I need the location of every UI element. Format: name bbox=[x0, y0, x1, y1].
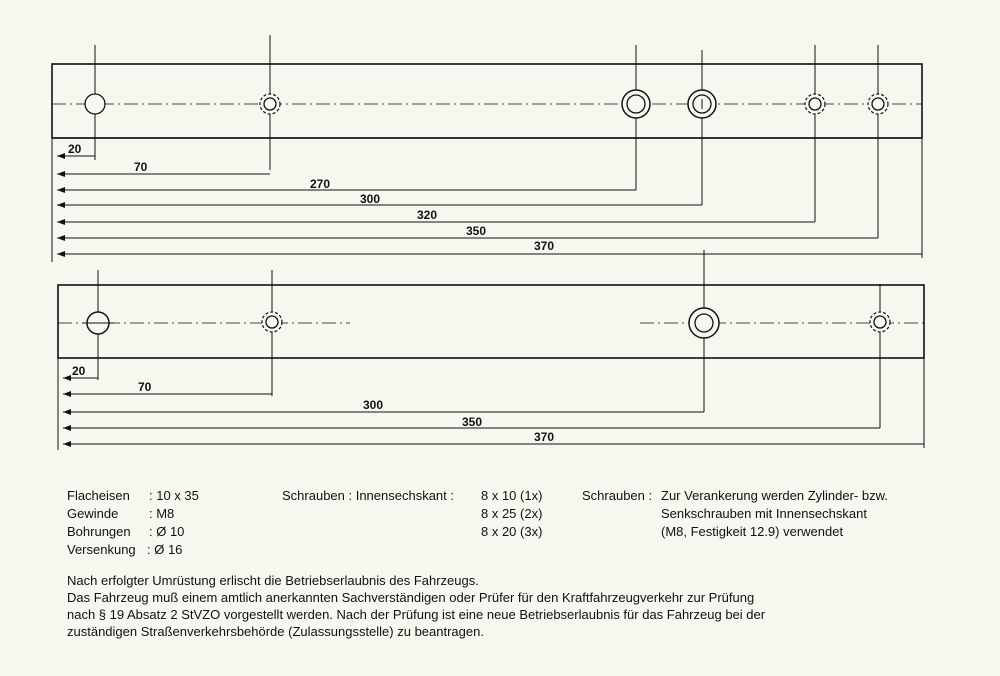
bottom-hole-20 bbox=[82, 270, 114, 380]
note-line: (M8, Festigkeit 12.9) verwendet bbox=[661, 524, 844, 539]
legal-notes bbox=[67, 572, 967, 640]
bottom-hole-300 bbox=[689, 250, 719, 412]
screw-item: 8 x 25 (2x) bbox=[481, 506, 543, 521]
spec-value: : Ø 16 bbox=[147, 542, 183, 557]
note-line: Zur Verankerung werden Zylinder- bzw. bbox=[661, 488, 888, 503]
spec-value: : M8 bbox=[149, 506, 175, 521]
top-hole-70 bbox=[260, 35, 280, 170]
screw-item: 8 x 20 (3x) bbox=[481, 524, 543, 539]
spec-label: Versenkung bbox=[67, 542, 136, 557]
dim-label-300: 300 bbox=[363, 398, 384, 412]
dim-label-70: 70 bbox=[134, 160, 148, 174]
top-hole-300 bbox=[688, 50, 716, 205]
note-paragraph-line: zuständigen Straßenverkehrsbehörde (Zulassungsstelle) zu beantragen. bbox=[67, 624, 484, 639]
spec-label: Bohrungen bbox=[67, 524, 131, 539]
dim-label-70: 70 bbox=[138, 380, 152, 394]
dim-label-320: 320 bbox=[417, 208, 438, 222]
dim-label-20: 20 bbox=[68, 142, 82, 156]
bottom-hole-350 bbox=[870, 284, 890, 428]
top-hole-350 bbox=[868, 45, 888, 238]
spec-label: Gewinde bbox=[67, 506, 119, 521]
dim-label-20: 20 bbox=[72, 364, 86, 378]
note-paragraph-line: nach § 19 Absatz 2 StVZO vorgestellt werden. Nach der Prüfung ist eine neue Betriebserlaubnis für das Fahrzeug bei der bbox=[67, 607, 766, 622]
note-label: Schrauben : bbox=[582, 488, 653, 503]
note-paragraph-line: Das Fahrzeug muß einem amtlich anerkannten Sachverständigen oder Prüfer für den Kraftfahrzeugverkehr zur Prüfung bbox=[67, 590, 755, 605]
screws-label: Schrauben : Innensechskant : bbox=[282, 488, 455, 503]
bottom-flat-bar bbox=[58, 285, 924, 358]
spec-value: : Ø 10 bbox=[149, 524, 185, 539]
note-line: Senkschrauben mit Innensechskant bbox=[661, 506, 867, 521]
material-specs bbox=[67, 487, 199, 559]
dim-label-370: 370 bbox=[534, 430, 555, 444]
top-hole-20 bbox=[85, 45, 105, 160]
top-flat-bar bbox=[52, 64, 922, 138]
bottom-hole-70 bbox=[262, 270, 282, 396]
dim-label-270: 270 bbox=[310, 177, 331, 191]
top-hole-270 bbox=[622, 45, 650, 190]
screws-spec bbox=[282, 487, 542, 541]
note-paragraph-line: Nach erfolgter Umrüstung erlischt die Betriebserlaubnis des Fahrzeugs. bbox=[67, 573, 479, 588]
screw-item: 8 x 10 (1x) bbox=[481, 488, 543, 503]
dim-label-370: 370 bbox=[534, 239, 555, 253]
spec-value: : 10 x 35 bbox=[149, 488, 199, 503]
dim-label-350: 350 bbox=[462, 415, 483, 429]
dim-label-350: 350 bbox=[466, 224, 487, 238]
top-hole-320 bbox=[805, 45, 825, 222]
spec-label: Flacheisen bbox=[67, 488, 130, 503]
dim-label-300: 300 bbox=[360, 192, 381, 206]
screws-note bbox=[582, 487, 888, 541]
